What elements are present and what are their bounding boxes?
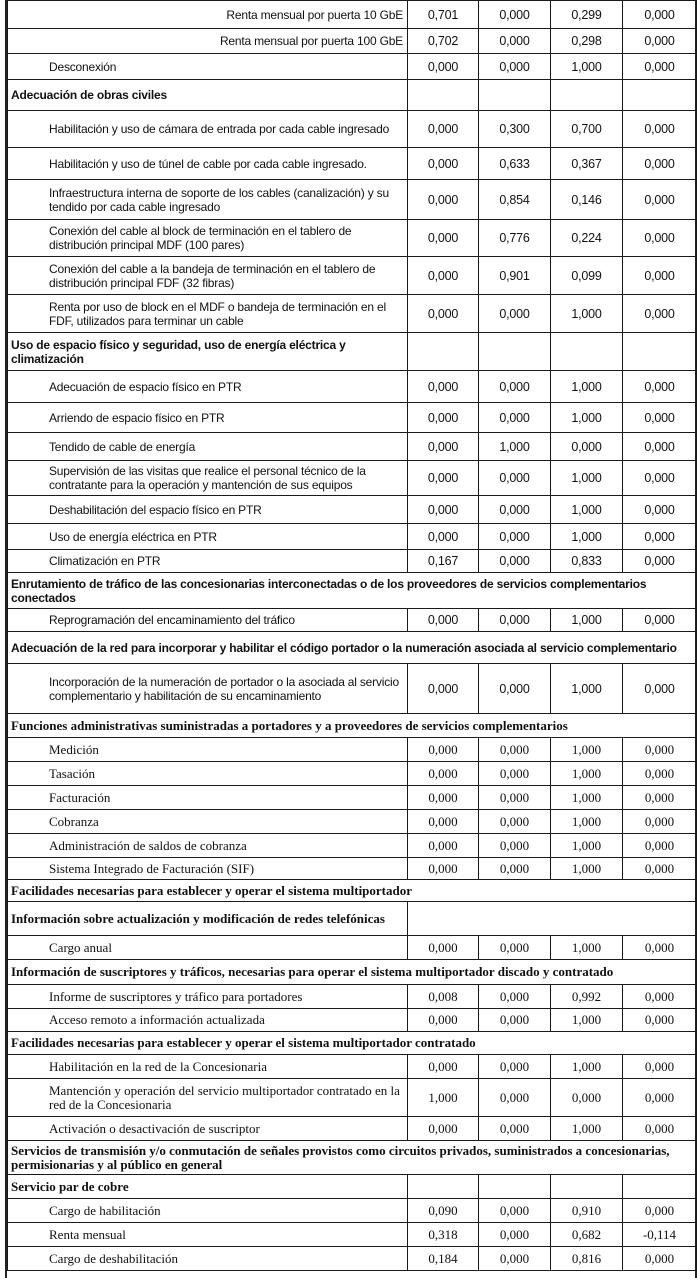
value-cell-col-2: 0,000 xyxy=(479,1223,551,1247)
table-row xyxy=(8,54,697,80)
value-cell-col-4: 0,000 xyxy=(623,180,697,220)
table-row xyxy=(8,148,697,180)
table-row xyxy=(8,609,697,632)
value-cell-col-1: 0,000 xyxy=(408,1117,479,1141)
section-header: Servicios de transmisión y/o conmutación de señales provistos como circuitos privados, suministrados a concesionarias, permisionarias y al público en general xyxy=(8,1141,697,1175)
value-cell-col-4: 0,000 xyxy=(623,1055,697,1079)
section-header-row xyxy=(8,632,697,664)
value-cell-col-3: 0,298 xyxy=(551,29,623,54)
row-label: Cargo de habilitación xyxy=(8,1199,408,1223)
row-label: Mantención y operación del servicio multiportador contratado en la red de la Concesionaria xyxy=(8,1079,408,1117)
value-cell-col-4: 0,000 xyxy=(623,295,697,333)
value-cell-col-1: 0,000 xyxy=(408,403,479,433)
value-cell-col-1: 0,008 xyxy=(408,985,479,1009)
value-cell-col-4: 0,000 xyxy=(623,550,697,573)
table-row xyxy=(8,985,697,1009)
value-cell-col-2: 0,000 xyxy=(479,858,551,880)
value-cell-col-4: 0,000 xyxy=(623,496,697,524)
section-header: Facilidades necesarias para establecer y operar el sistema multiportador contratado xyxy=(8,1032,697,1055)
section-header: Adecuación de la red para incorporar y habilitar el código portador o la numeración asociada al servicio complementario xyxy=(8,632,697,664)
value-cell-col-2: 0,000 xyxy=(479,1,551,29)
value-cell-col-2: 0,000 xyxy=(479,810,551,834)
row-label: Tasación xyxy=(8,762,408,786)
table-row xyxy=(8,738,697,762)
section-header-row xyxy=(8,880,697,902)
value-cell-col-4: 0,000 xyxy=(623,936,697,960)
empty-cell xyxy=(408,1175,479,1199)
empty-cell xyxy=(479,80,551,111)
value-cell-col-4: 0,000 xyxy=(623,985,697,1009)
value-cell-col-2: 0,000 xyxy=(479,985,551,1009)
value-cell-col-2: 0,300 xyxy=(479,111,551,148)
row-label: Habilitación y uso de túnel de cable por cada cable ingresado. xyxy=(8,148,408,180)
value-cell-col-4: 0,000 xyxy=(623,834,697,858)
value-cell-col-1: 0,000 xyxy=(408,664,479,714)
value-cell-col-4: 0,000 xyxy=(623,111,697,148)
section-header: Funciones administrativas suministradas a portadores y a proveedores de servicios complementarios xyxy=(8,714,697,738)
value-cell-col-4: 0,000 xyxy=(623,1247,697,1271)
value-cell-col-3: 1,000 xyxy=(551,936,623,960)
value-cell-col-1: 0,184 xyxy=(408,1247,479,1271)
value-cell-col-4: 0,000 xyxy=(623,1117,697,1141)
section-header-row xyxy=(8,333,697,371)
value-cell-col-4: 0,000 xyxy=(623,1199,697,1223)
value-cell-col-1: 0,000 xyxy=(408,1055,479,1079)
value-cell-col-3: 1,000 xyxy=(551,786,623,810)
value-cell-col-2: 1,000 xyxy=(479,433,551,461)
row-label: Desconexión xyxy=(8,54,408,80)
value-cell-col-1: 0,000 xyxy=(408,810,479,834)
value-cell-col-1: 0,000 xyxy=(408,54,479,80)
table-row xyxy=(8,1117,697,1141)
section-header-row xyxy=(8,960,697,985)
value-cell-col-4: 0,000 xyxy=(623,609,697,632)
table-row xyxy=(8,550,697,573)
row-label: Reprogramación del encaminamiento del tráfico xyxy=(8,609,408,632)
value-cell-col-1: 0,000 xyxy=(408,858,479,880)
table-row xyxy=(8,180,697,220)
value-cell-col-4: 0,000 xyxy=(623,433,697,461)
value-cell-col-2: 0,000 xyxy=(479,1117,551,1141)
value-cell-col-1: 0,000 xyxy=(408,786,479,810)
table-row xyxy=(8,1055,697,1079)
value-cell-col-1: 0,000 xyxy=(408,148,479,180)
value-cell-col-3: 1,000 xyxy=(551,858,623,880)
value-cell-col-2: 0,776 xyxy=(479,220,551,257)
value-cell-col-3: 0,700 xyxy=(551,111,623,148)
empty-cell xyxy=(623,1175,697,1199)
row-label: Renta por uso de block en el MDF o bandeja de terminación en el FDF, utilizados para terminar un cable xyxy=(8,295,408,333)
row-label: Conexión del cable a la bandeja de terminación en el tablero de distribución principal FDF (32 fibras) xyxy=(8,257,408,295)
row-label: Renta mensual xyxy=(8,1223,408,1247)
value-cell-col-1: 0,701 xyxy=(408,1,479,29)
value-cell-col-3: 0,299 xyxy=(551,1,623,29)
value-cell-col-2: 0,000 xyxy=(479,295,551,333)
value-cell-col-4: 0,000 xyxy=(623,148,697,180)
table-row xyxy=(8,664,697,714)
row-label: Uso de energía eléctrica en PTR xyxy=(8,524,408,550)
row-label: Climatización en PTR xyxy=(8,550,408,573)
value-cell-col-3: 1,000 xyxy=(551,664,623,714)
value-cell-col-4: 0,000 xyxy=(623,461,697,496)
value-cell-col-3: 0,833 xyxy=(551,550,623,573)
empty-cell xyxy=(623,333,697,371)
value-cell-col-3: 1,000 xyxy=(551,1055,623,1079)
value-cell-col-3: 0,816 xyxy=(551,1247,623,1271)
table-row xyxy=(8,433,697,461)
section-header-row xyxy=(8,1032,697,1055)
value-cell-col-1: 0,318 xyxy=(408,1223,479,1247)
row-label: Habilitación y uso de cámara de entrada por cada cable ingresado xyxy=(8,111,408,148)
table-row xyxy=(8,29,697,54)
value-cell-col-2: 0,000 xyxy=(479,1055,551,1079)
value-cell-col-2: 0,000 xyxy=(479,1247,551,1271)
row-label: Facturación xyxy=(8,786,408,810)
row-label: Informe de suscriptores y tráfico para portadores xyxy=(8,985,408,1009)
value-cell-col-3: 0,000 xyxy=(551,1079,623,1117)
value-cell-col-3: 0,910 xyxy=(551,1199,623,1223)
section-header-row xyxy=(8,714,697,738)
empty-cell xyxy=(479,1175,551,1199)
empty-cell xyxy=(408,333,479,371)
row-label: Tendido de cable de energía xyxy=(8,433,408,461)
value-cell-col-3: 1,000 xyxy=(551,762,623,786)
value-cell-col-3: 1,000 xyxy=(551,524,623,550)
cost-allocation-table xyxy=(7,0,697,1271)
value-cell-col-3: 0,224 xyxy=(551,220,623,257)
value-cell-col-1: 0,000 xyxy=(408,738,479,762)
table-row xyxy=(8,496,697,524)
value-cell-col-1: 0,000 xyxy=(408,461,479,496)
table-body xyxy=(8,1,697,1271)
value-cell-col-4: 0,000 xyxy=(623,220,697,257)
section-header: Información de suscriptores y tráficos, necesarias para operar el sistema multiportador discado y contratado xyxy=(8,960,697,985)
table-row xyxy=(8,1079,697,1117)
table-row xyxy=(8,1247,697,1271)
table-row xyxy=(8,858,697,880)
empty-cell xyxy=(623,80,697,111)
value-cell-col-1: 0,000 xyxy=(408,1009,479,1032)
value-cell-col-2: 0,901 xyxy=(479,257,551,295)
value-cell-col-3: 0,099 xyxy=(551,257,623,295)
table-row xyxy=(8,295,697,333)
value-cell-col-4: 0,000 xyxy=(623,738,697,762)
value-cell-col-4: 0,000 xyxy=(623,1079,697,1117)
empty-cell xyxy=(551,333,623,371)
section-header: Enrutamiento de tráfico de las concesionarias interconectadas o de los proveedores de servicios complementarios conectados xyxy=(8,573,697,609)
value-cell-col-4: 0,000 xyxy=(623,257,697,295)
value-cell-col-3: 0,000 xyxy=(551,433,623,461)
row-label: Arriendo de espacio físico en PTR xyxy=(8,403,408,433)
table-row xyxy=(8,403,697,433)
value-cell-col-3: 1,000 xyxy=(551,810,623,834)
section-header: Información sobre actualización y modificación de redes telefónicas xyxy=(8,902,408,936)
value-cell-col-2: 0,000 xyxy=(479,461,551,496)
value-cell-col-1: 0,000 xyxy=(408,762,479,786)
value-cell-col-3: 1,000 xyxy=(551,54,623,80)
value-cell-col-4: 0,000 xyxy=(623,371,697,403)
value-cell-col-1: 0,000 xyxy=(408,496,479,524)
value-cell-col-3: 0,146 xyxy=(551,180,623,220)
row-label: Deshabilitación del espacio físico en PTR xyxy=(8,496,408,524)
value-cell-col-3: 1,000 xyxy=(551,1117,623,1141)
value-cell-col-1: 0,000 xyxy=(408,433,479,461)
row-label: Cargo de deshabilitación xyxy=(8,1247,408,1271)
value-cell-col-2: 0,000 xyxy=(479,609,551,632)
value-cell-col-4: 0,000 xyxy=(623,810,697,834)
section-header-row xyxy=(8,1141,697,1175)
row-label: Cargo anual xyxy=(8,936,408,960)
value-cell-col-3: 1,000 xyxy=(551,403,623,433)
section-header: Facilidades necesarias para establecer y operar el sistema multiportador xyxy=(8,880,697,902)
row-label: Activación o desactivación de suscriptor xyxy=(8,1117,408,1141)
table-row xyxy=(8,220,697,257)
value-cell-col-1: 0,000 xyxy=(408,936,479,960)
row-label: Incorporación de la numeración de portador o la asociada al servicio complementario y habilitación de su encaminamiento xyxy=(8,664,408,714)
value-cell-col-1: 0,000 xyxy=(408,257,479,295)
row-label: Acceso remoto a información actualizada xyxy=(8,1009,408,1032)
row-label: Administración de saldos de cobranza xyxy=(8,834,408,858)
value-cell-col-1: 0,702 xyxy=(408,29,479,54)
value-cell-col-2: 0,633 xyxy=(479,148,551,180)
section-header: Uso de espacio físico y seguridad, uso de energía eléctrica y climatización xyxy=(8,333,408,371)
value-cell-col-4: 0,000 xyxy=(623,524,697,550)
table-row xyxy=(8,1199,697,1223)
row-label: Conexión del cable al block de terminación en el tablero de distribución principal MDF (100 pares) xyxy=(8,220,408,257)
value-cell-col-4: 0,000 xyxy=(623,403,697,433)
empty-merged-cell xyxy=(408,902,697,936)
value-cell-col-1: 0,000 xyxy=(408,524,479,550)
section-header-row xyxy=(8,573,697,609)
row-label: Medición xyxy=(8,738,408,762)
value-cell-col-2: 0,000 xyxy=(479,1009,551,1032)
value-cell-col-3: 0,992 xyxy=(551,985,623,1009)
row-label: Supervisión de las visitas que realice el personal técnico de la contratante para la operación y mantención de sus equipos xyxy=(8,461,408,496)
value-cell-col-1: 0,000 xyxy=(408,609,479,632)
table-row xyxy=(8,257,697,295)
row-label: Sistema Integrado de Facturación (SIF) xyxy=(8,858,408,880)
table-row xyxy=(8,1009,697,1032)
value-cell-col-2: 0,000 xyxy=(479,54,551,80)
value-cell-col-4: 0,000 xyxy=(623,54,697,80)
value-cell-col-3: 1,000 xyxy=(551,295,623,333)
table-row xyxy=(8,786,697,810)
value-cell-col-3: 1,000 xyxy=(551,1009,623,1032)
value-cell-col-3: 1,000 xyxy=(551,738,623,762)
table-row xyxy=(8,111,697,148)
value-cell-col-2: 0,000 xyxy=(479,1079,551,1117)
table-row xyxy=(8,1,697,29)
value-cell-col-4: 0,000 xyxy=(623,1,697,29)
section-header-row xyxy=(8,80,697,111)
table-row xyxy=(8,524,697,550)
value-cell-col-2: 0,000 xyxy=(479,762,551,786)
value-cell-col-4: 0,000 xyxy=(623,762,697,786)
value-cell-col-4: 0,000 xyxy=(623,786,697,810)
section-header: Adecuación de obras civiles xyxy=(8,80,408,111)
section-header-row xyxy=(8,902,697,936)
value-cell-col-2: 0,000 xyxy=(479,371,551,403)
value-cell-col-3: 0,682 xyxy=(551,1223,623,1247)
value-cell-col-4: 0,000 xyxy=(623,1009,697,1032)
value-cell-col-2: 0,000 xyxy=(479,550,551,573)
table-row xyxy=(8,461,697,496)
empty-cell xyxy=(408,80,479,111)
empty-cell xyxy=(551,1175,623,1199)
value-cell-col-2: 0,000 xyxy=(479,524,551,550)
value-cell-col-2: 0,000 xyxy=(479,936,551,960)
row-label: Habilitación en la red de la Concesionaria xyxy=(8,1055,408,1079)
value-cell-col-2: 0,000 xyxy=(479,786,551,810)
row-label: Cobranza xyxy=(8,810,408,834)
row-label: Renta mensual por puerta 100 GbE xyxy=(8,29,408,54)
table-row xyxy=(8,1223,697,1247)
value-cell-col-3: 1,000 xyxy=(551,609,623,632)
value-cell-col-1: 0,000 xyxy=(408,295,479,333)
table-row xyxy=(8,834,697,858)
value-cell-col-1: 0,090 xyxy=(408,1199,479,1223)
value-cell-col-2: 0,000 xyxy=(479,664,551,714)
empty-cell xyxy=(479,333,551,371)
value-cell-col-2: 0,000 xyxy=(479,1199,551,1223)
value-cell-col-2: 0,000 xyxy=(479,834,551,858)
value-cell-col-3: 1,000 xyxy=(551,834,623,858)
section-header-row xyxy=(8,1175,697,1199)
value-cell-col-3: 1,000 xyxy=(551,461,623,496)
value-cell-col-3: 0,367 xyxy=(551,148,623,180)
value-cell-col-2: 0,000 xyxy=(479,403,551,433)
empty-cell xyxy=(551,80,623,111)
value-cell-col-4: 0,000 xyxy=(623,664,697,714)
value-cell-col-4: 0,000 xyxy=(623,29,697,54)
value-cell-col-2: 0,000 xyxy=(479,496,551,524)
value-cell-col-3: 1,000 xyxy=(551,371,623,403)
value-cell-col-1: 0,000 xyxy=(408,220,479,257)
row-label: Adecuación de espacio físico en PTR xyxy=(8,371,408,403)
cost-allocation-table-document xyxy=(7,0,696,1271)
row-label: Infraestructura interna de soporte de los cables (canalización) y su tendido por cada cable ingresado xyxy=(8,180,408,220)
value-cell-col-3: 1,000 xyxy=(551,496,623,524)
value-cell-col-1: 0,000 xyxy=(408,180,479,220)
table-row xyxy=(8,936,697,960)
table-row xyxy=(8,371,697,403)
value-cell-col-1: 0,000 xyxy=(408,111,479,148)
section-header: Servicio par de cobre xyxy=(8,1175,408,1199)
value-cell-col-2: 0,000 xyxy=(479,738,551,762)
value-cell-col-1: 0,000 xyxy=(408,834,479,858)
value-cell-col-4: 0,000 xyxy=(623,858,697,880)
value-cell-col-1: 0,167 xyxy=(408,550,479,573)
value-cell-col-4: -0,114 xyxy=(623,1223,697,1247)
value-cell-col-1: 0,000 xyxy=(408,371,479,403)
table-row xyxy=(8,810,697,834)
value-cell-col-2: 0,854 xyxy=(479,180,551,220)
value-cell-col-2: 0,000 xyxy=(479,29,551,54)
table-row xyxy=(8,762,697,786)
row-label: Renta mensual por puerta 10 GbE xyxy=(8,1,408,29)
value-cell-col-1: 1,000 xyxy=(408,1079,479,1117)
